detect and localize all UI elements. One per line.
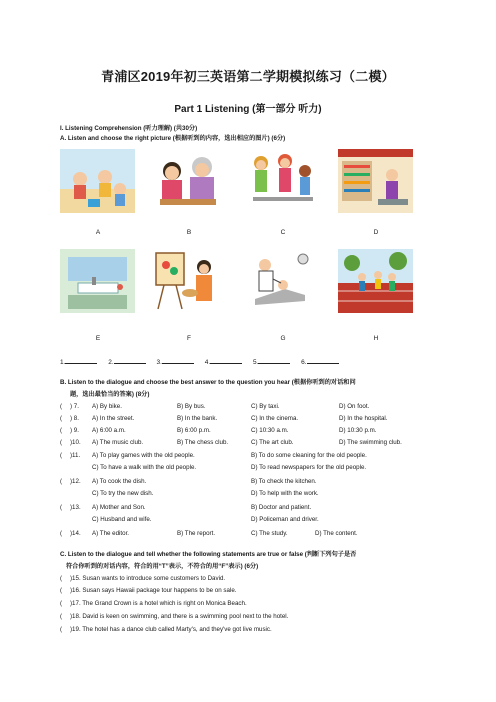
picture-label-f: F bbox=[187, 335, 191, 342]
option-d: D) On foot. bbox=[339, 403, 370, 410]
question-number: )12. bbox=[70, 478, 81, 485]
answer-paren[interactable]: ( bbox=[60, 415, 63, 422]
section-1-heading: I. Listening Comprehension (听力理解) (共30分) bbox=[60, 125, 198, 132]
answer-paren[interactable]: ( bbox=[60, 439, 63, 446]
picture-label-h: H bbox=[373, 335, 379, 342]
answer-paren[interactable]: ( bbox=[60, 600, 63, 607]
answer-paren[interactable]: ( bbox=[60, 530, 63, 537]
section-c-heading-1: C. Listen to the dialogue and tell whether the following statements are true or false (判断下列句子是否 bbox=[60, 551, 357, 558]
question-number: )13. bbox=[70, 504, 81, 511]
option-a: A) In the street. bbox=[92, 415, 135, 422]
picture-e-bathroom bbox=[60, 249, 135, 313]
answer-paren[interactable]: ( bbox=[60, 587, 63, 594]
statement-text: )18. David is keen on swimming, and there is a swimming pool next to the hotel. bbox=[70, 613, 289, 620]
answer-blank[interactable] bbox=[258, 357, 290, 364]
option-b: B) By bus. bbox=[177, 403, 206, 410]
option-b: B) In the bank. bbox=[177, 415, 218, 422]
blank-label: 5. bbox=[252, 359, 259, 366]
answer-paren[interactable]: ( bbox=[60, 626, 63, 633]
option-d: D) 10:30 p.m. bbox=[339, 427, 377, 434]
picture-label-b: B bbox=[186, 229, 192, 236]
picture-label-c: C bbox=[280, 229, 286, 236]
picture-b-girl-grandma bbox=[150, 149, 225, 213]
picture-label-e: E bbox=[95, 335, 101, 342]
option-d: D) The content. bbox=[315, 530, 358, 537]
option-c: C) To have a walk with the old people. bbox=[92, 464, 197, 471]
answer-paren[interactable]: ( bbox=[60, 452, 63, 459]
part-title: Part 1 Listening (第一部分 听力) bbox=[174, 104, 322, 115]
option-c: C) To try the new dish. bbox=[92, 490, 154, 497]
option-c: C) Husband and wife. bbox=[92, 516, 152, 523]
question-number: )14. bbox=[70, 530, 81, 537]
question-number: )11. bbox=[70, 452, 81, 459]
option-c: C) The art club. bbox=[251, 439, 294, 446]
statement-text: )19. The hotel has a dance club called Marty's, and they've got live music. bbox=[70, 626, 272, 633]
picture-label-d: D bbox=[373, 229, 379, 236]
option-d: D) To read newspapers for the old people. bbox=[251, 464, 367, 471]
option-b: B) To do some cleaning for the old people. bbox=[251, 452, 367, 459]
question-number: ) 7. bbox=[70, 403, 79, 410]
answer-blank[interactable] bbox=[307, 357, 339, 364]
answer-blank[interactable] bbox=[65, 357, 97, 364]
answer-paren[interactable]: ( bbox=[60, 478, 63, 485]
picture-d-supermarket bbox=[338, 149, 413, 213]
statement-text: )16. Susan says Hawaii package tour happens to be on sale. bbox=[70, 587, 237, 594]
option-b: B) The chess club. bbox=[177, 439, 229, 446]
option-a: A) To play games with the old people. bbox=[92, 452, 195, 459]
option-c: C) By taxi. bbox=[251, 403, 280, 410]
picture-h-running-track bbox=[338, 249, 413, 313]
option-b: B) 6:00 p.m. bbox=[177, 427, 211, 434]
blank-label: 6. bbox=[301, 359, 307, 366]
page-title: 青浦区2019年初三英语第二学期模拟练习（二模） bbox=[101, 69, 395, 84]
option-a: A) 6:00 a.m. bbox=[92, 427, 126, 434]
statement-text: )17. The Grand Crown is a hotel which is right on Monica Beach. bbox=[70, 600, 247, 607]
blank-label: 4. bbox=[204, 359, 211, 366]
answer-paren[interactable]: ( bbox=[60, 575, 63, 582]
option-d: D) To help with the work. bbox=[251, 490, 319, 497]
answer-paren[interactable]: ( bbox=[60, 427, 63, 434]
statement-text: )15. Susan wants to introduce some customers to David. bbox=[70, 575, 226, 582]
answer-blank[interactable] bbox=[162, 357, 194, 364]
section-a-heading: A. Listen and choose the right picture (根据听到的内容，选出相应的图片) (6分) bbox=[60, 135, 286, 142]
option-b: B) Doctor and patient. bbox=[251, 504, 312, 511]
option-a: A) The editor. bbox=[92, 530, 130, 537]
section-b-heading-2: 题，选出最恰当的答案) (8分) bbox=[70, 391, 150, 398]
picture-c-people-talking bbox=[245, 149, 320, 213]
blank-label: 2. bbox=[108, 359, 114, 366]
picture-f-painting bbox=[150, 249, 225, 313]
option-b: B) To check the kitchen. bbox=[251, 478, 317, 485]
question-number: ) 9. bbox=[70, 427, 79, 434]
option-a: A) The music club. bbox=[92, 439, 144, 446]
blank-label: 1. bbox=[60, 359, 66, 366]
option-c: C) In the cinema. bbox=[251, 415, 299, 422]
blank-label: 3. bbox=[156, 359, 162, 366]
option-b: B) The report. bbox=[177, 530, 216, 537]
answer-blank[interactable] bbox=[114, 357, 146, 364]
question-number: ) 8. bbox=[70, 415, 79, 422]
option-d: D) The swimming club. bbox=[339, 439, 402, 446]
answer-paren[interactable]: ( bbox=[60, 613, 63, 620]
picture-a-kids-beach bbox=[60, 149, 135, 213]
section-b-heading-1: B. Listen to the dialogue and choose the best answer to the question you hear (根据你听到的对话和问 bbox=[60, 379, 356, 386]
answer-paren[interactable]: ( bbox=[60, 504, 63, 511]
picture-g-dentist bbox=[245, 249, 320, 313]
option-a: A) Mother and Son. bbox=[92, 504, 146, 511]
option-a: A) To cook the dish. bbox=[92, 478, 147, 485]
answer-paren[interactable]: ( bbox=[60, 403, 63, 410]
option-d: D) Policeman and driver. bbox=[251, 516, 319, 523]
option-d: D) In the hospital. bbox=[339, 415, 388, 422]
option-c: C) 10:30 a.m. bbox=[251, 427, 289, 434]
picture-label-g: G bbox=[280, 335, 286, 342]
question-number: )10. bbox=[70, 439, 81, 446]
section-c-heading-2: 符合你听到的对话内容，符合的用“T”表示，不符合的用“F”表示) (6分) bbox=[66, 563, 259, 570]
answer-blank[interactable] bbox=[210, 357, 242, 364]
option-c: C) The study. bbox=[251, 530, 288, 537]
picture-label-a: A bbox=[95, 229, 101, 236]
option-a: A) By bike. bbox=[92, 403, 122, 410]
answer-blanks bbox=[60, 357, 348, 366]
